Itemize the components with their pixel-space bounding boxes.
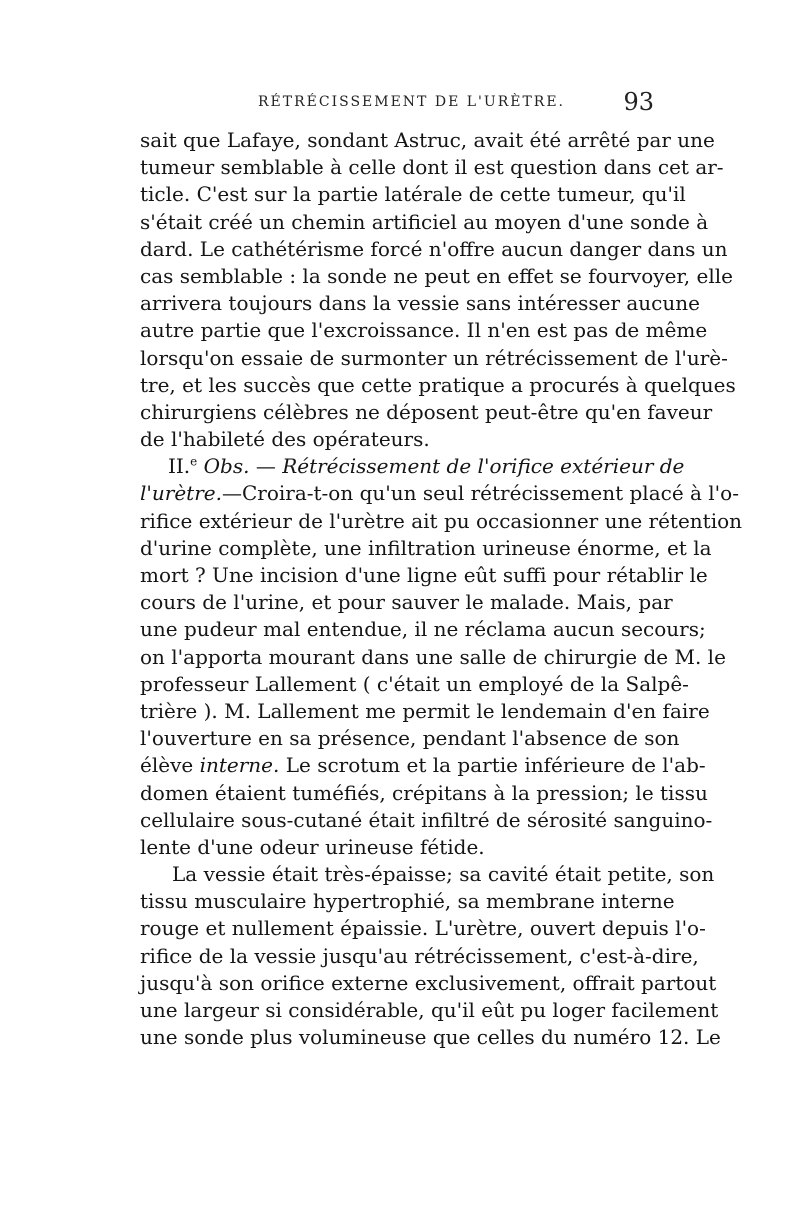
text-line: tumeur semblable à celle dont il est question dans cet ar- (140, 155, 724, 180)
text-line: de l'habileté des opérateurs. (140, 427, 430, 452)
text-line (140, 752, 706, 779)
text-line: d'urine complète, une infiltration urineuse énorme, et la (140, 535, 712, 560)
text-line: jusqu'à son orifice externe exclusivement, offrait partout (140, 970, 717, 995)
body-text (140, 127, 743, 1051)
text-line: arrivera toujours dans la vessie sans intéresser aucune (140, 291, 700, 316)
text-line: sait que Lafaye, sondant Astruc, avait été arrêté par une (140, 128, 715, 152)
italic-word: interne. (199, 753, 280, 778)
text-line: mort ? Une incision d'une ligne eût suffi pour rétablir le (140, 563, 708, 587)
obs-label: Obs. (203, 454, 250, 479)
page-header (140, 90, 660, 120)
text-line: tissu musculaire hypertrophié, sa membrane interne (140, 889, 675, 914)
text-segment: Le scrotum et la partie inférieure de l'ab- (279, 753, 706, 778)
obs-number-suffix: e (190, 454, 198, 469)
text-line: cours de l'urine, et pour sauver le malade. Mais, par (140, 590, 673, 615)
text-line: autre partie que l'excroissance. Il n'en est pas de même (140, 318, 708, 343)
text-line: une pudeur mal entendue, il ne réclama aucun secours; (140, 617, 706, 642)
text-segment: élève (140, 753, 200, 778)
running-title: RÉTRÉCISSEMENT DE L'URÈTRE. (258, 94, 565, 110)
text-line: une sonde plus volumineuse que celles du numéro 12. Le (140, 1025, 721, 1050)
obs-dash: — (255, 454, 276, 479)
text-line: chirurgiens célèbres ne déposent peut-être qu'en faveur (140, 399, 713, 424)
text-line: cellulaire sous-cutané était infiltré de sérosité sanguino- (140, 807, 713, 832)
text-line: cas semblable : la sonde ne peut en effet se fourvoyer, elle (140, 263, 733, 288)
text-line: domen étaient tuméfiés, crépitans à la pression; le tissu (140, 780, 708, 805)
text-line: lorsqu'on essaie de surmonter un rétrécissement de l'urè- (140, 345, 728, 370)
text-line: s'était créé un chemin artificiel au moyen d'une sonde à (140, 209, 709, 234)
obs-number: II. (168, 454, 191, 479)
observation-heading (140, 453, 685, 480)
text-line: rouge et nullement épaissie. L'urètre, ouvert depuis l'o- (140, 916, 706, 941)
text-line: trière ). M. Lallement me permit le lendemain d'en faire (140, 698, 710, 723)
obs-title-end: l'urètre. (140, 481, 222, 506)
text-line (140, 480, 739, 507)
text-line: rifice extérieur de l'urètre ait pu occasionner une rétention (140, 508, 743, 533)
text-line: rifice de la vessie jusqu'au rétrécissement, c'est-à-dire, (140, 943, 699, 968)
paragraph-first-line: La vessie était très-épaisse; sa cavité était petite, son (172, 862, 715, 887)
text-line: professeur Lallement ( c'était un employé de la Salpê- (140, 671, 689, 696)
text-line: tre, et les succès que cette pratique a procurés à quelques (140, 372, 736, 397)
text-line: une largeur si considérable, qu'il eût pu loger facilement (140, 998, 719, 1022)
text-line: ticle. C'est sur la partie latérale de cette tumeur, qu'il (140, 182, 686, 207)
obs-text-start: —Croira-t-on qu'un seul rétrécissement placé à l'o- (221, 481, 739, 506)
text-line: l'ouverture en sa présence, pendant l'absence de son (140, 726, 680, 751)
page-number: 93 (623, 88, 654, 116)
obs-title: Rétrécissement de l'orifice extérieur de (282, 454, 685, 479)
text-line: on l'apporta mourant dans une salle de chirurgie de M. le (140, 644, 726, 669)
text-line: dard. Le cathétérisme forcé n'offre aucun danger dans un (140, 236, 728, 261)
text-line: lente d'une odeur urineuse fétide. (140, 834, 485, 859)
